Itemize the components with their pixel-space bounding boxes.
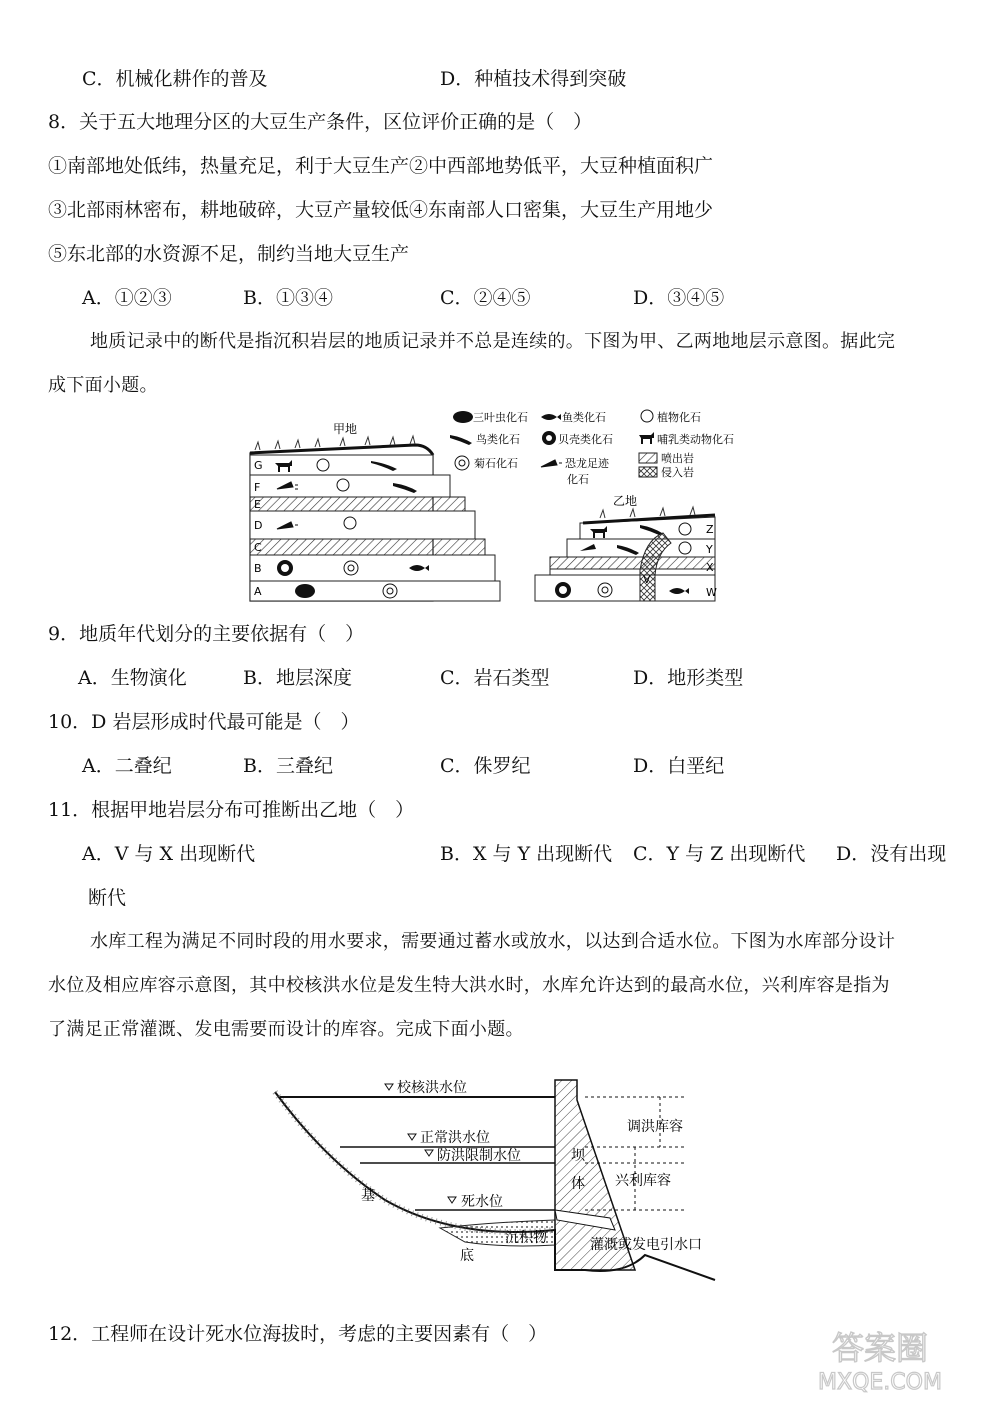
q9-option-c: C．岩石类型	[440, 667, 550, 689]
jia-strata	[250, 436, 500, 601]
legend-dino: 恐龙足迹	[565, 457, 609, 470]
passage2-line3: 了满足正常灌溉、发电需要而设计的库容。完成下面小题。	[48, 1019, 524, 1040]
label-dead-level: 死水位	[461, 1194, 503, 1210]
jia-layer-f: F	[254, 481, 261, 494]
q9-option-a: A．生物演化	[78, 667, 187, 689]
passage2-line2: 水位及相应库容示意图，其中校核洪水位是发生特大洪水时，水库允许达到的最高水位，兴利库容是指为	[48, 975, 890, 996]
legend-fish: 鱼类化石	[562, 411, 606, 424]
legend-dino-2: 化石	[567, 473, 589, 486]
q8-statement-3: ⑤东北部的水资源不足，制约当地大豆生产	[48, 243, 410, 265]
q9-option-d: D．地形类型	[633, 667, 744, 689]
q8-statement-1: ①南部地处低纬，热量充足，利于大豆生产②中西部地势低平，大豆种植面积广	[48, 155, 714, 177]
legend-trilobite: 三叶虫化石	[473, 411, 528, 424]
q11-option-c: C．Y 与 Z 出现断代	[633, 843, 806, 865]
svg-text:MXQE.COM: MXQE.COM	[818, 1370, 942, 1395]
q11-option-d-cont: 断代	[88, 887, 127, 909]
legend-mammal: 哺乳类动物化石	[657, 433, 734, 446]
q8-option-a: A．①②③	[82, 287, 172, 309]
trilobite-legend-icon	[453, 411, 473, 423]
passage2-line1: 水库工程为满足不同时段的用水要求，需要通过蓄水或放水，以达到合适水位。下图为水库部分设计	[90, 931, 896, 952]
plant-legend-icon	[641, 410, 653, 422]
legend-shell: 贝壳类化石	[558, 433, 613, 446]
yi-layer-w: W	[706, 586, 717, 599]
fossil-legend	[450, 410, 734, 486]
fish-legend-icon	[541, 414, 561, 420]
label-base-1: 基	[361, 1188, 375, 1204]
q10-option-d: D．白垩纪	[633, 755, 725, 777]
q8-option-d: D．③④⑤	[633, 287, 725, 309]
label-base-2: 底	[460, 1248, 474, 1264]
jia-layer-d: D	[254, 519, 263, 532]
q7-option-d: D．种植技术得到突破	[440, 68, 627, 90]
mammal-legend-icon	[639, 432, 654, 444]
jia-layer-b: B	[254, 562, 262, 575]
yi-layer-y: Y	[706, 543, 713, 556]
passage1-line2: 成下面小题。	[48, 375, 158, 396]
label-normal-flood: 正常洪水位	[420, 1130, 490, 1146]
ammonite-legend-icon	[455, 456, 469, 470]
jia-layer-a: A	[254, 585, 262, 598]
q8-statement-2: ③北部雨林密布，耕地破碎，大豆产量较低④东南部人口密集，大豆生产用地少	[48, 199, 714, 221]
q11-option-d: D．没有出现	[836, 843, 947, 865]
svg-text:答案圈: 答案圈	[831, 1329, 929, 1367]
q9-option-b: B．地层深度	[243, 667, 352, 689]
q8-option-c: C．②④⑤	[440, 287, 531, 309]
strata-figure	[245, 405, 765, 605]
passage1-line1: 地质记录中的断代是指沉积岩层的地质记录并不总是连续的。下图为甲、乙两地地层示意图。据此完	[90, 331, 896, 352]
yi-layer-z: Z	[706, 523, 714, 536]
yi-title: 乙地	[613, 494, 638, 508]
q10-stem: 10．D 岩层形成时代最可能是（ ）	[48, 711, 360, 733]
q7-option-c: C．机械化耕作的普及	[82, 68, 268, 90]
yi-layer-x: X	[706, 561, 714, 574]
legend-extrusive: 喷出岩	[661, 452, 694, 465]
reservoir-figure	[265, 1070, 725, 1295]
label-flood-regulation: 调洪库容	[627, 1119, 683, 1135]
legend-ammonite: 菊石化石	[474, 457, 518, 470]
q8-option-b: B．①③④	[243, 287, 333, 309]
jia-layer-g: G	[254, 459, 263, 472]
jia-layer-e: E	[254, 498, 261, 511]
q10-option-a: A．二叠纪	[82, 755, 172, 777]
q12-stem: 12．工程师在设计死水位海拔时，考虑的主要因素有（ ）	[48, 1323, 548, 1345]
label-check-flood: 校核洪水位	[397, 1080, 467, 1096]
intrusive-legend-icon	[639, 467, 657, 477]
label-sediment: 沉积物	[505, 1230, 547, 1246]
dino-legend-icon	[541, 460, 562, 467]
label-dam-2: 体	[571, 1176, 585, 1192]
jia-title: 甲地	[333, 422, 358, 436]
q10-option-c: C．侏罗纪	[440, 755, 531, 777]
q8-stem: 8．关于五大地理分区的大豆生产条件，区位评价正确的是（ ）	[48, 111, 593, 133]
label-beneficial: 兴利库容	[615, 1173, 671, 1189]
watermark-logo	[780, 1325, 980, 1395]
jia-layer-c: C	[254, 541, 262, 554]
label-dam-1: 坝	[571, 1148, 585, 1164]
bird-legend-icon	[450, 435, 472, 445]
legend-plant: 植物化石	[657, 411, 701, 424]
extrusive-legend-icon	[639, 453, 657, 463]
label-flood-limit: 防洪限制水位	[437, 1148, 521, 1164]
legend-bird: 鸟类化石	[476, 433, 520, 446]
legend-intrusive: 侵入岩	[661, 466, 694, 479]
label-intake: 灌溉或发电引水口	[590, 1237, 702, 1253]
q11-option-a: A．V 与 X 出现断代	[82, 843, 256, 865]
trilobite-fossil-icon	[295, 584, 315, 598]
q11-option-b: B．X 与 Y 出现断代	[440, 843, 613, 865]
yi-layer-v: V	[643, 573, 651, 586]
q11-stem: 11．根据甲地岩层分布可推断出乙地（ ）	[48, 799, 415, 821]
q9-stem: 9．地质年代划分的主要依据有（ ）	[48, 623, 365, 645]
q10-option-b: B．三叠纪	[243, 755, 333, 777]
